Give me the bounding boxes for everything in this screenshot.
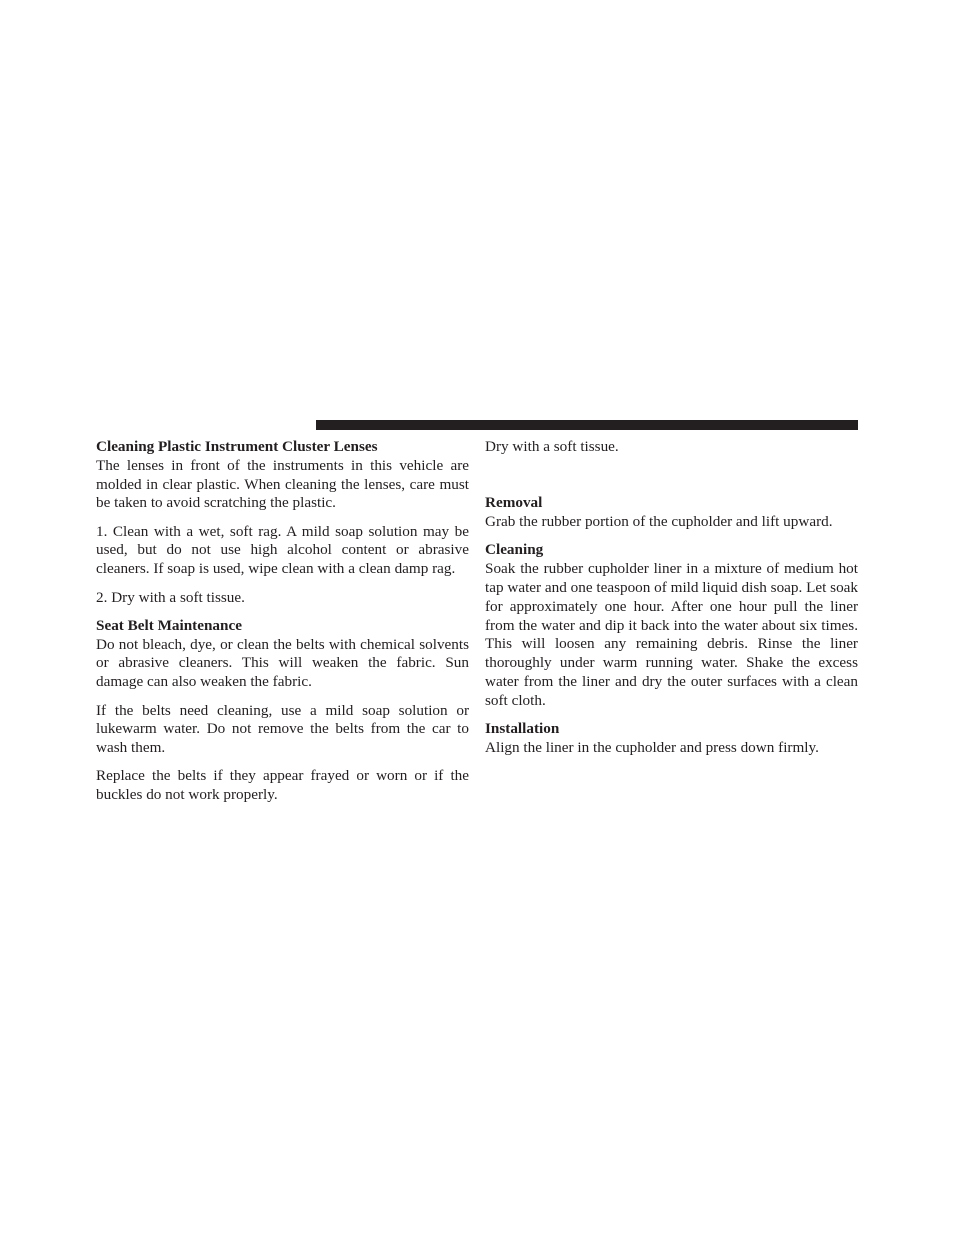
left-column (96, 438, 469, 815)
seat-belt-para-1: Do not bleach, dye, or clean the belts with chemical solvents or abrasive cleaners. This will weaken the fabric. Sun damage can also weaken the fabric. (96, 635, 469, 691)
installation-text: Align the liner in the cupholder and press down firmly. (485, 738, 819, 756)
cluster-lenses-step-1: 1. Clean with a wet, soft rag. A mild soap solution may be used, but do not use high alcohol content or abrasive cleaners. If soap is used, wipe clean with a clean damp rag. (96, 522, 469, 578)
right-column (485, 438, 858, 767)
section-heading-cluster-lenses: Cleaning Plastic Instrument Cluster Lenses (96, 438, 378, 455)
cluster-lenses-step-2: 2. Dry with a soft tissue. (96, 588, 245, 606)
section-heading-cleaning: Cleaning (485, 541, 544, 559)
removal-text: Grab the rubber portion of the cupholder and lift upward. (485, 513, 833, 531)
seat-belt-para-2: If the belts need cleaning, use a mild soap solution or lukewarm water. Do not remove the belts from the car to wash them. (96, 701, 469, 757)
continued-text: Dry with a soft tissue. (485, 438, 619, 455)
seat-belt-para-3: Replace the belts if they appear frayed or worn or if the buckles do not work properly. (96, 767, 469, 804)
section-heading-installation: Installation (485, 720, 560, 738)
header-rule (316, 420, 858, 430)
section-heading-removal: Removal (485, 494, 543, 512)
cluster-lenses-intro: The lenses in front of the instruments in this vehicle are molded in clear plastic. When cleaning the lenses, care must be taken to avoid scratching the plastic. (96, 456, 469, 512)
cleaning-text: Soak the rubber cupholder liner in a mixture of medium hot tap water and one teaspoon of mild liquid dish soap. Let soak for approximately one hour. After one hour pull the liner from the water and dip it back into the water about six times. This will loosen any remaining debris. Rinse the liner thoroughly under warm running water. Shake the excess water from the liner and dry the outer surfaces with a clean soft cloth. (485, 560, 858, 709)
section-heading-seat-belt: Seat Belt Maintenance (96, 616, 242, 634)
spacer (485, 466, 858, 494)
